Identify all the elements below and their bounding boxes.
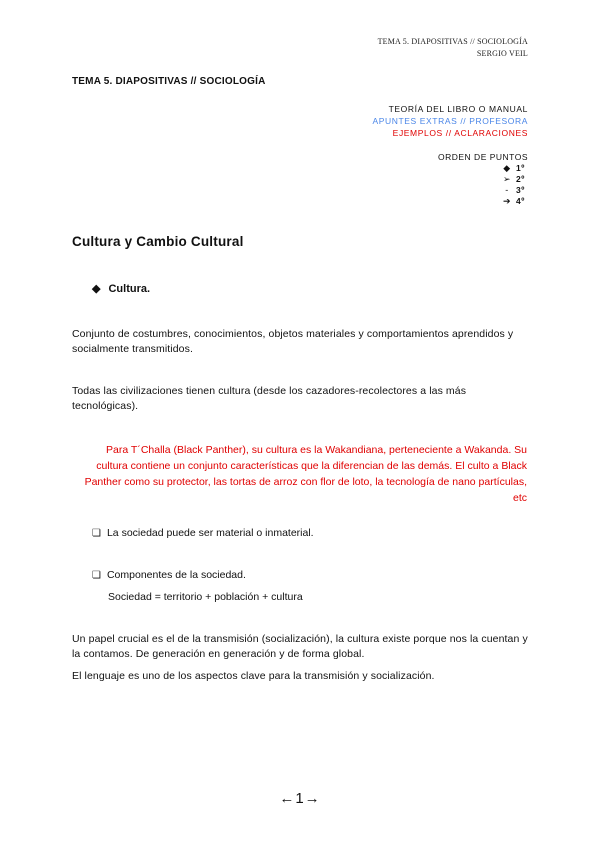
box-item-text: Componentes de la sociedad. [106, 569, 246, 581]
document-title: TEMA 5. DIAPOSITIVAS // SOCIOLOGÍA [72, 76, 266, 87]
color-legend [372, 103, 528, 139]
paragraph-transmission: Un papel crucial es el de la transmisión (socialización), la cultura existe porque nos la cuentan y la contamos. De generación en generación y de forma global. [72, 633, 528, 660]
order-row [438, 163, 528, 174]
box-item-components [92, 569, 246, 581]
paragraph-language: El lenguaje es uno de los aspectos clave para la transmisión y socialización. [72, 670, 435, 682]
diamond-icon: ◆ [503, 163, 511, 173]
order-label: 1º [516, 163, 525, 173]
order-title: ORDEN DE PUNTOS [438, 152, 528, 162]
bullet-culture [92, 282, 150, 295]
bullet-label: Cultura. [108, 282, 151, 295]
legend-examples: EJEMPLOS // ACLARACIONES [392, 128, 528, 138]
paragraph-definition: Conjunto de costumbres, conocimientos, objetos materiales y comportamientos aprendidos y socialmente transmitidos. [72, 328, 514, 355]
arrow-right-icon: ➔ [502, 196, 512, 206]
checkbox-bullet-icon: ❏ [92, 569, 101, 581]
order-label: 3º [516, 185, 525, 195]
order-label: 2º [516, 174, 525, 184]
box-item-material [92, 527, 314, 539]
example-paragraph: Para T´Challa (Black Panther), su cultura es la Wakandiana, perteneciente a Wakanda. Su cultura contiene un conjunto características que la diferencian de las demás. El culto a Black Panther como su protector, las tortas de arroz con flor de loto, la tecnología de nano partículas, etc [84, 444, 527, 504]
bullet-order-legend [438, 152, 528, 207]
page-number: ←1→ [279, 790, 321, 807]
header-author: SERGIO VEIL [476, 49, 528, 58]
dash-icon: - [505, 185, 509, 195]
section-title: Cultura y Cambio Cultural [72, 234, 244, 249]
legend-theory: TEORÍA DEL LIBRO O MANUAL [388, 104, 528, 114]
arrowhead-icon: ➢ [502, 174, 512, 184]
paragraph-civilizations: Todas las civilizaciones tienen cultura (desde los cazadores-recolectores a las más tecnológicas). [72, 385, 467, 412]
checkbox-bullet-icon: ❏ [92, 527, 101, 539]
order-row [438, 196, 528, 207]
header-title: TEMA 5. DIAPOSITIVAS // SOCIOLOGÍA [377, 37, 528, 46]
legend-extras: APUNTES EXTRAS // PROFESORA [372, 116, 528, 126]
diamond-icon: ◆ [92, 283, 101, 295]
society-formula: Sociedad = territorio + población + cultura [108, 591, 303, 603]
box-item-text: La sociedad puede ser material o inmaterial. [106, 527, 314, 539]
order-label: 4º [516, 196, 525, 206]
order-row [438, 174, 528, 185]
order-row [438, 185, 528, 196]
running-header [378, 36, 528, 60]
